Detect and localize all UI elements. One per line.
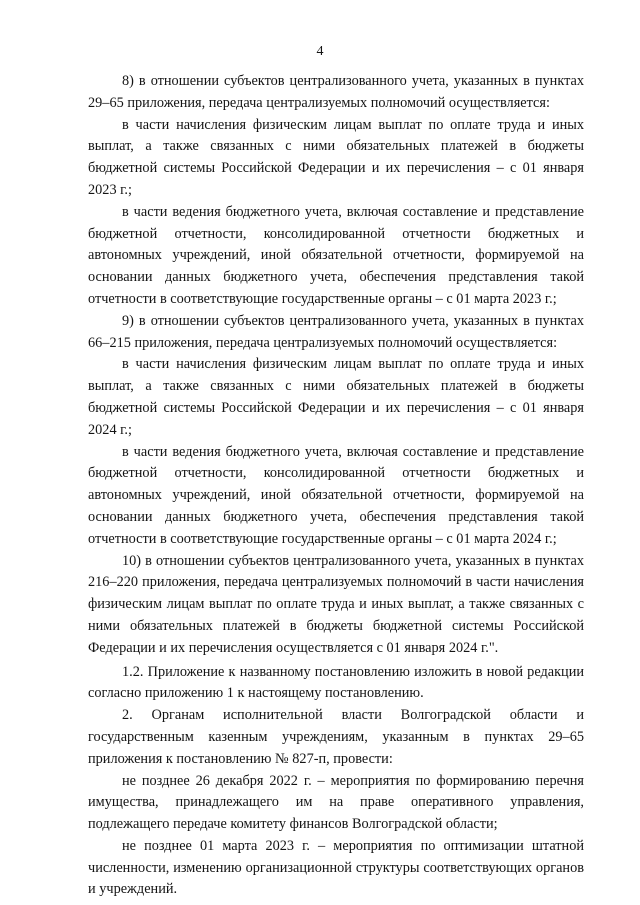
paragraph-item-10: 10) в отношении субъектов централизованного учета, указанных в пунктах 216–220 приложения, передача централизуемых полномочий в части начисления физическим лицам выплат по оплате труда и иных выплат, а также связанных с ними обязательных платежей в бюджеты бюджетной системы Российской Федерации и их перечисления осуществляется с 01 января 2024 г.".: [88, 552, 584, 656]
page-number: 4: [316, 44, 324, 59]
document-body: [88, 71, 584, 901]
paragraph-item-8: 8) в отношении субъектов централизованного учета, указанных в пунктах 29–65 приложения, передача централизуемых полномочий осуществляется:: [88, 73, 584, 111]
paragraph-item-9: 9) в отношении субъектов централизованного учета, указанных в пунктах 66–215 приложения, передача централизуемых полномочий осуществляется:: [88, 312, 584, 351]
paragraph-deadline-mar-2023: не позднее 01 марта 2023 г. – мероприятия по оптимизации штатной численности, изменению организационной структуры соответствующих органов и учреждений.: [88, 837, 584, 898]
paragraph-1-2: 1.2. Приложение к названному постановлению изложить в новой редакции согласно приложению 1 к настоящему постановлению.: [88, 663, 584, 702]
paragraph-payroll-2024: в части начисления физическим лицам выплат по оплате труда и иных выплат, а также связанных с ними обязательных платежей в бюджеты бюджетной системы Российской Федерации и их перечисления – с 01 января 2024 г.;: [88, 356, 584, 438]
paragraph-2: 2. Органам исполнительной власти Волгоградской области и государственным казенным учреждениям, указанным в пунктах 29–65 приложения к постановлению № 827-п, провести:: [88, 707, 584, 767]
paragraph-accounting-2023: в части ведения бюджетного учета, включая составление и представление бюджетной отчетности, консолидированной отчетности бюджетных и автономных учреждений, иной обязательной отчетности, формируемой на основании данных бюджетного учета, обеспечения представления такой отчетности в соответствующие государственные органы – с 01 марта 2023 г.;: [88, 203, 584, 307]
paragraph-payroll-2023: в части начисления физическим лицам выплат по оплате труда и иных выплат, а также связанных с ними обязательных платежей в бюджеты бюджетной системы Российской Федерации и их перечисления – с 01 января 2023 г.;: [88, 116, 584, 198]
paragraph-deadline-dec-2022: не позднее 26 декабря 2022 г. – мероприятия по формированию перечня имущества, принадлежащего им на праве оперативного управления, подлежащего передаче комитету финансов Волгоградской области;: [88, 772, 584, 833]
paragraph-accounting-2024: в части ведения бюджетного учета, включая составление и представление бюджетной отчетности, консолидированной отчетности бюджетных и автономных учреждений, иной обязательной отчетности, формируемой на основании данных бюджетного учета, обеспечения представления такой отчетности в соответствующие государственные органы – с 01 марта 2024 г.;: [88, 443, 584, 547]
